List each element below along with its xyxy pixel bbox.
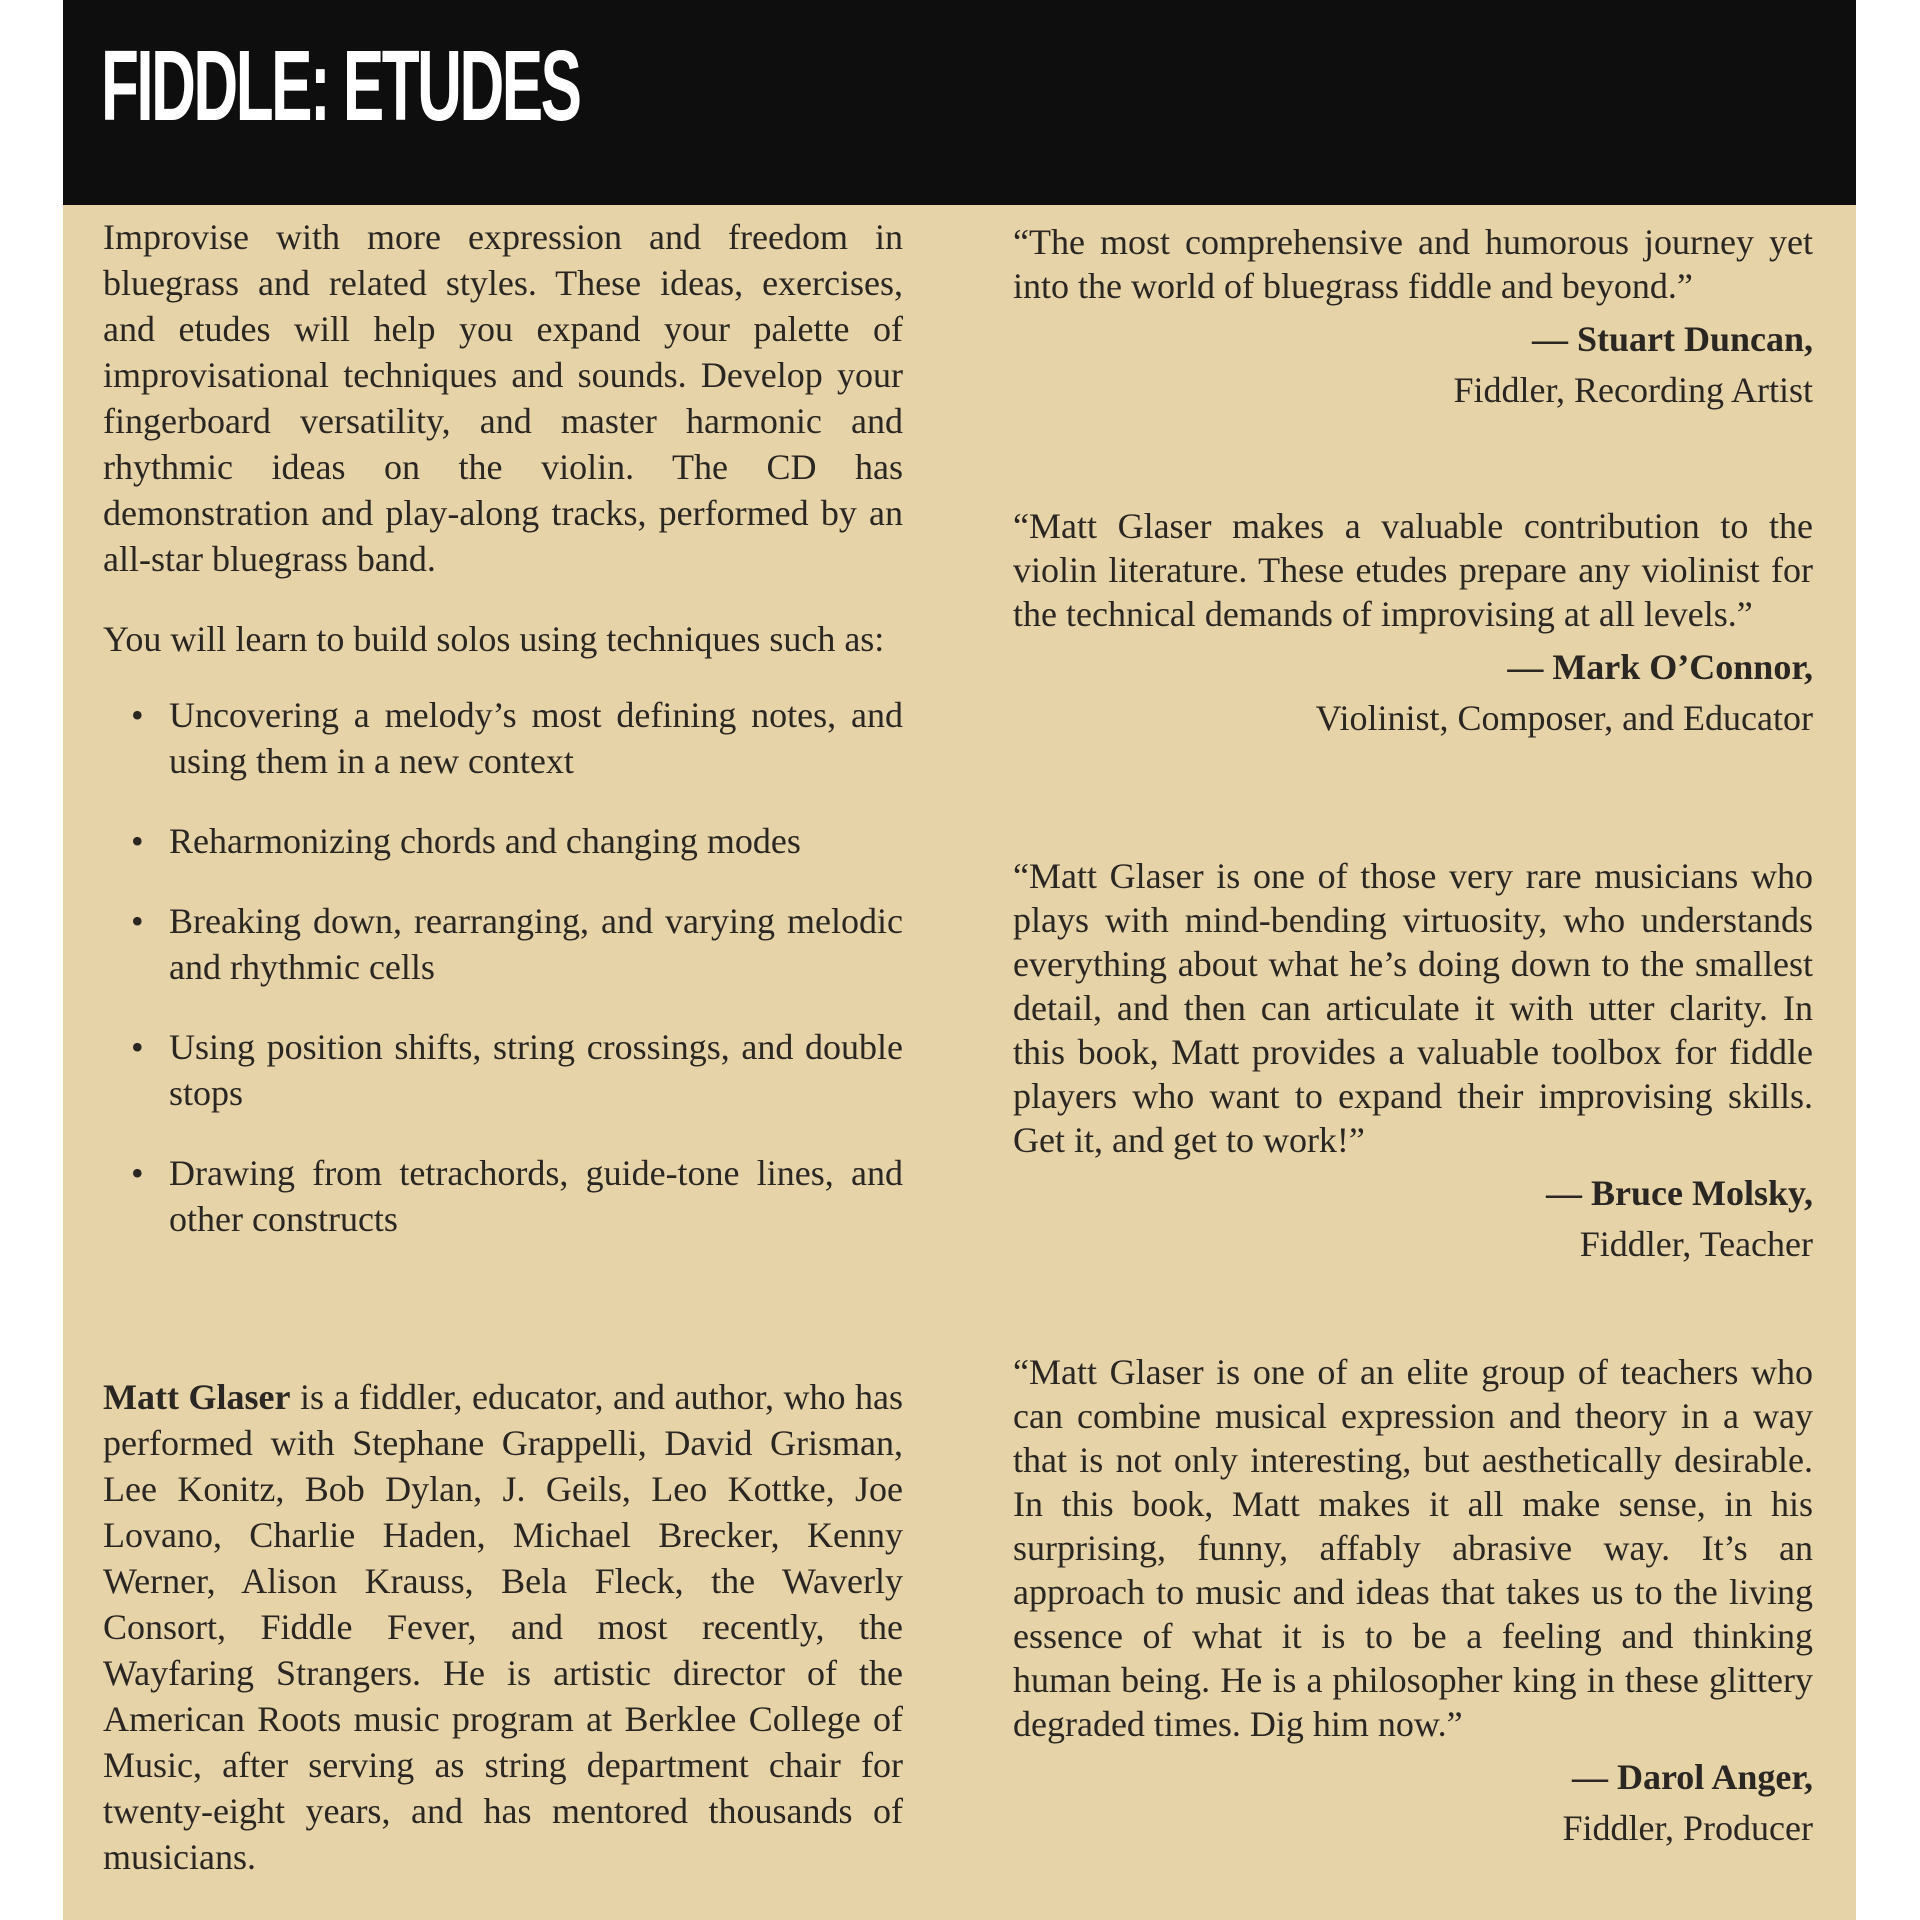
quote-author: — Mark O’Connor, (1507, 647, 1813, 687)
quote-author-role: Fiddler, Teacher (1579, 1224, 1813, 1264)
bullet-icon: • (131, 901, 144, 941)
list-item (103, 898, 903, 990)
bio-name: Matt Glaser (103, 1377, 291, 1417)
list-item-text: Breaking down, rearranging, and varying melodic and rhythmic cells (169, 901, 903, 987)
author-bio (103, 1374, 903, 1880)
list-item-text: Reharmonizing chords and changing modes (169, 821, 801, 861)
bio-text: is a fiddler, educator, and author, who has performed with Stephane Grappelli, David Grisman, Lee Konitz, Bob Dylan, J. Geils, Leo Kottke, Joe Lovano, Charlie Haden, Michael Brecker, Kenny Werner, Alison Krauss, Bela Fleck, the Waverly Consort, Fiddle Fever, and most recently, the Wayfaring Strangers. He is artistic director of the American Roots music program at Berklee College of Music, after serving as string department chair for twenty-eight years, and has mentored thousands of musicians. (103, 1377, 903, 1877)
quote-text: “The most comprehensive and humorous journey yet into the world of bluegrass fiddle and beyond.” (1013, 222, 1813, 306)
quote-author: — Bruce Molsky, (1546, 1173, 1813, 1213)
bio-paragraph (103, 1374, 903, 1880)
quote-author-role: Fiddler, Recording Artist (1453, 370, 1813, 410)
testimonial (1013, 1350, 1813, 1854)
bullet-icon: • (131, 695, 144, 735)
techniques-list (103, 692, 903, 1242)
quote-author-role: Fiddler, Producer (1562, 1808, 1813, 1848)
bullet-icon: • (131, 821, 144, 861)
quote-text: “Matt Glaser is one of those very rare musicians who plays with mind-bending virtuosity, who understands everything about what he’s doing down to the smallest detail, and then can articulate it with utter clarity. In this book, Matt provides a valuable toolbox for fiddle players who want to expand their improvising skills. Get it, and get to work!” (1013, 856, 1813, 1160)
testimonial (1013, 854, 1813, 1270)
list-item-text: Drawing from tetrachords, guide-tone lines, and other constructs (169, 1153, 903, 1239)
intro-paragraph: Improvise with more expression and freedom in bluegrass and related styles. These ideas, exercises, and etudes will help you expand your palette of improvisational techniques and sounds. Develop your fingerboard versatility, and master harmonic and rhythmic ideas on the violin. The CD has demonstration and play-along tracks, performed by an all-star bluegrass band. (103, 217, 903, 579)
bullet-icon: • (131, 1153, 144, 1193)
list-item (103, 818, 903, 864)
title-banner (63, 0, 1856, 205)
techniques-lead: You will learn to build solos using techniques such as: (103, 619, 885, 659)
quote-text: “Matt Glaser makes a valuable contribution to the violin literature. These etudes prepare any violinist for the technical demands of improvising at all levels.” (1013, 506, 1813, 634)
description-column (103, 214, 903, 1877)
quote-author: — Darol Anger, (1571, 1757, 1813, 1797)
list-item-text: Using position shifts, string crossings, and double stops (169, 1027, 903, 1113)
quote-author-role: Violinist, Composer, and Educator (1315, 698, 1813, 738)
list-item-text: Uncovering a melody’s most defining notes, and using them in a new context (169, 695, 903, 781)
list-item (103, 692, 903, 784)
quote-text: “Matt Glaser is one of an elite group of teachers who can combine musical expression and theory in a way that is not only interesting, but aesthetically desirable. In this book, Matt makes it all make sense, in his surprising, funny, affably abrasive way. It’s an approach to music and ideas that takes us to the living essence of what it is to be a feeling and thinking human being. He is a philosopher king in these glittery degraded times. Dig him now.” (1013, 1352, 1813, 1744)
book-back-cover (63, 0, 1856, 1920)
bullet-icon: • (131, 1027, 144, 1067)
list-item (103, 1024, 903, 1116)
testimonial (1013, 220, 1813, 416)
page-title: FIDDLE: ETUDES (101, 30, 580, 142)
list-item (103, 1150, 903, 1242)
testimonial (1013, 504, 1813, 744)
quote-author: — Stuart Duncan, (1531, 319, 1813, 359)
